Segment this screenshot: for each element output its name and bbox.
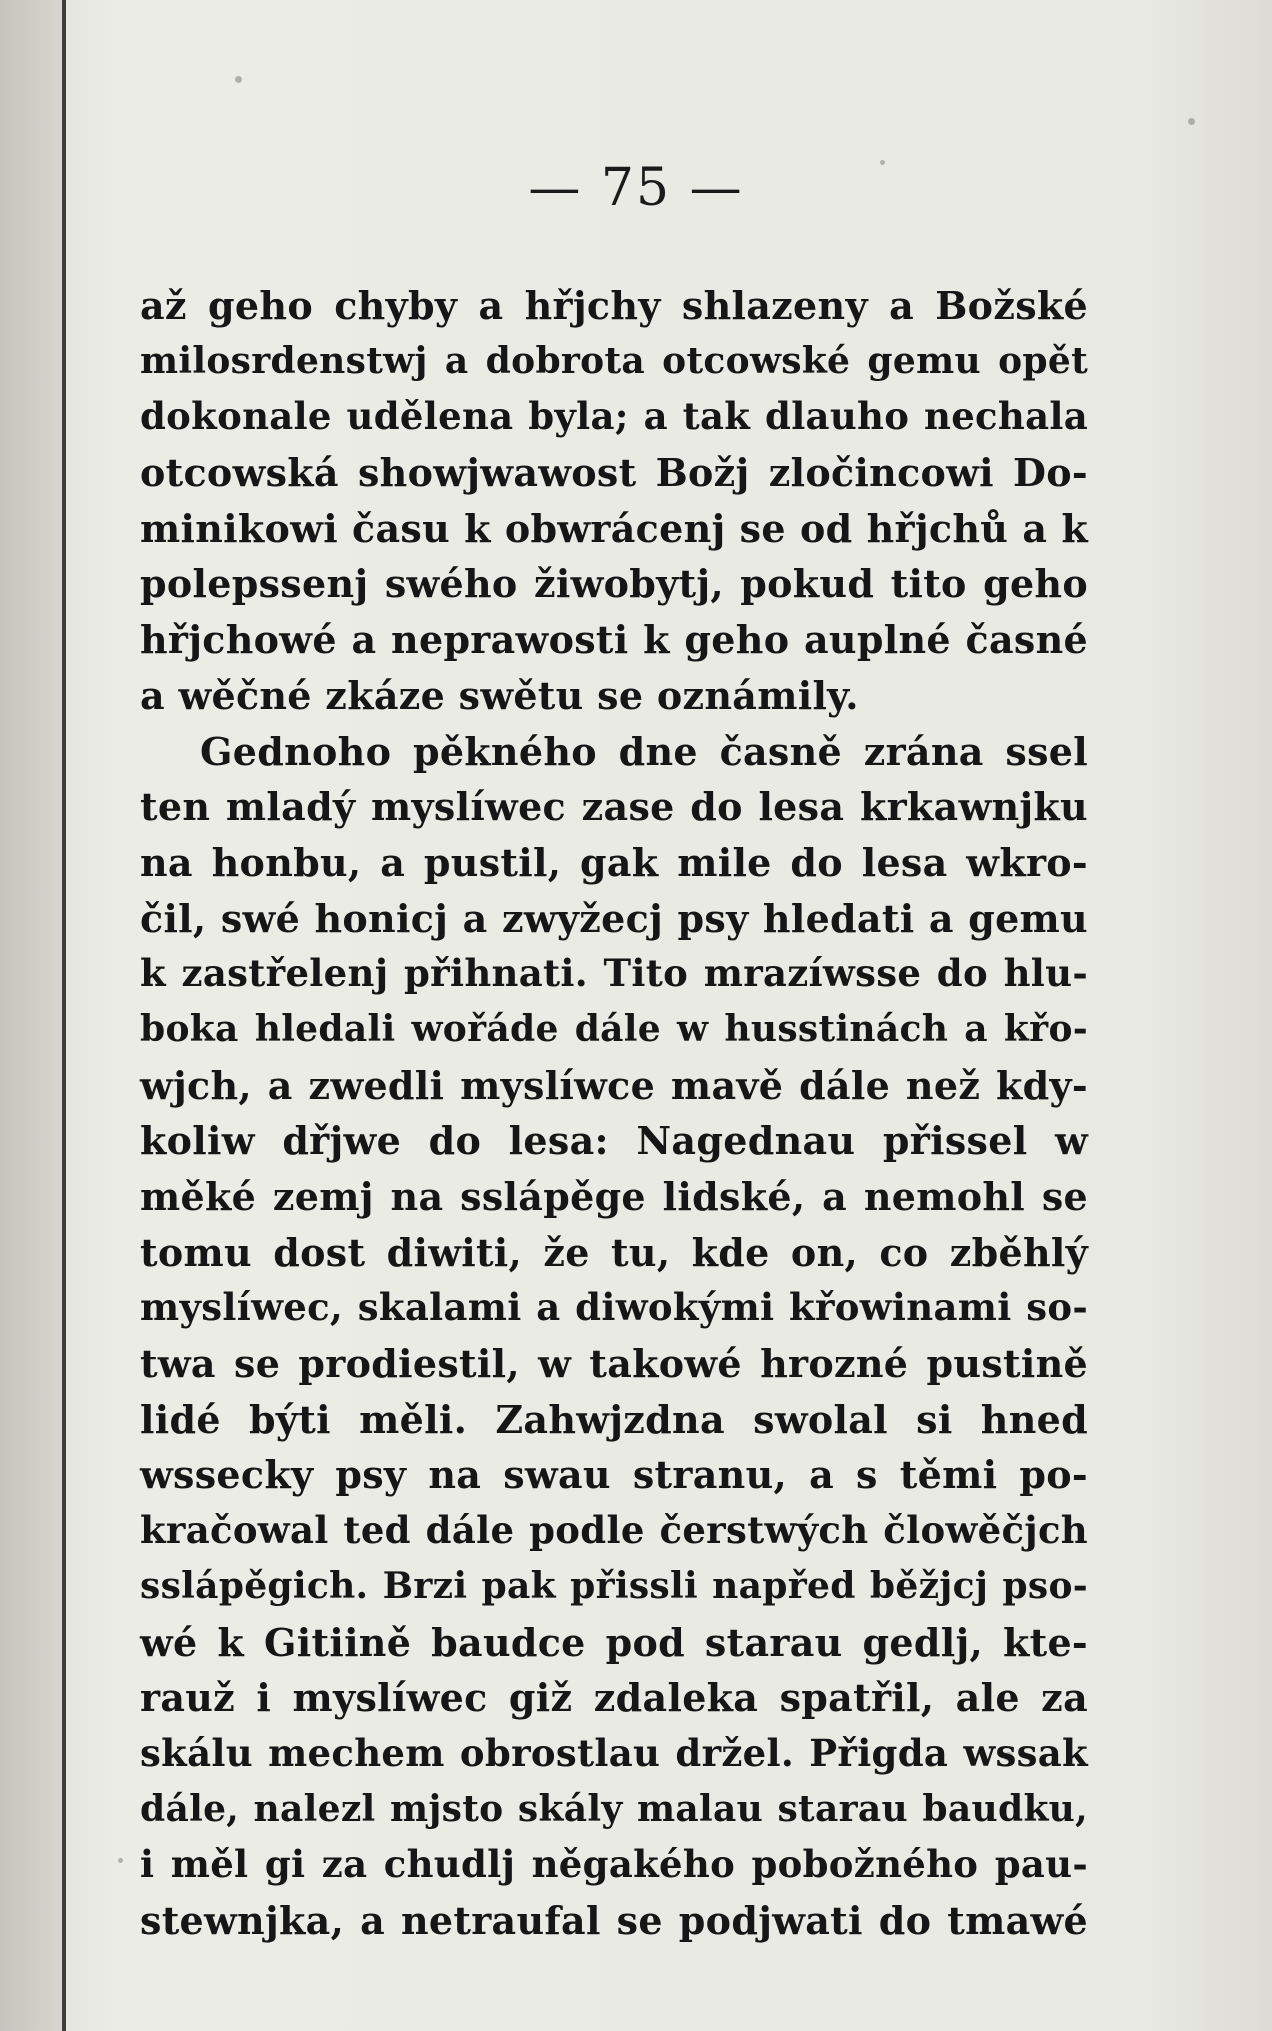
paper-speck bbox=[118, 1858, 123, 1863]
text-line: dále, nalezl mjsto skály malau starau baudku, bbox=[140, 1787, 1088, 1830]
page-number: — 75 — bbox=[528, 158, 744, 218]
text-line: sslápěgich. Brzi pak přissli napřed běžjcj pso- bbox=[140, 1564, 1088, 1607]
text-line: milosrdenstwj a dobrota otcowské gemu opět bbox=[140, 339, 1088, 382]
paper-speck bbox=[1188, 118, 1195, 125]
text-line: i měl gi za chudlj něgakého pobožného pau- bbox=[140, 1842, 1088, 1887]
text-line: stewnjka, a netraufal se podjwati do tmawé bbox=[140, 1897, 1088, 1943]
text-line: k zastřelenj přihnati. Tito mrazíwsse do hlu- bbox=[140, 951, 1088, 996]
text-line: lidé býti měli. Zahwjzdna swolal si hned bbox=[140, 1396, 1088, 1442]
text-line: tomu dost diwiti, že tu, kde on, co zběhlý bbox=[140, 1229, 1088, 1275]
text-line: na honbu, a pustil, gak mile do lesa wkro- bbox=[140, 839, 1088, 885]
text-line: polepssenj swého žiwobytj, pokud tito geho bbox=[140, 561, 1088, 607]
text-line: wssecky psy na swau stranu, a s těmi po- bbox=[140, 1452, 1088, 1498]
text-line: boka hledali wořáde dále w husstinách a křo- bbox=[140, 1007, 1088, 1050]
text-line: ten mladý myslíwec zase do lesa krkawnjku bbox=[140, 784, 1088, 830]
text-line: wjch, a zwedli myslíwce mavě dále než kdy- bbox=[140, 1062, 1088, 1108]
text-line: skálu mechem obrostlau držel. Přigda wssak bbox=[140, 1730, 1088, 1775]
text-line: až geho chyby a hřjchy shlazeny a Božské bbox=[140, 283, 1088, 328]
text-line: otcowská showjwawost Božj zločincowi Do- bbox=[140, 450, 1088, 496]
text-line: měké zemj na sslápěge lidské, a nemohl se bbox=[140, 1174, 1088, 1219]
text-line: minikowi času k obwrácenj se od hřjchů a k bbox=[140, 505, 1088, 551]
text-line: hřjchowé a neprawosti k geho auplné časné bbox=[140, 617, 1088, 663]
text-line: koliw dřjwe do lesa: Nagednau přissel w bbox=[140, 1118, 1088, 1164]
text-line: čil, swé honicj a zwyžecj psy hledati a gemu bbox=[140, 895, 1088, 941]
text-line: myslíwec, skalami a diwokými křowinami so- bbox=[140, 1285, 1088, 1330]
body-text bbox=[140, 278, 1088, 1949]
text-line: dokonale udělena byla; a tak dlauho nechala bbox=[140, 394, 1088, 439]
paper-speck bbox=[235, 76, 242, 83]
page-binding-edge bbox=[62, 0, 66, 2031]
text-line: kračowal ted dále podle čerstwých člowěčjch bbox=[140, 1508, 1088, 1553]
text-line: a wěčné zkáze swětu se oznámily. bbox=[140, 672, 859, 718]
text-line: Gednoho pěkného dne časně zrána ssel bbox=[200, 728, 1088, 774]
page-gutter-shadow bbox=[0, 0, 62, 2031]
text-line: rauž i myslíwec giž zdaleka spatřil, ale za bbox=[140, 1675, 1088, 1721]
text-line: wé k Gitiině baudce pod starau gedlj, kte- bbox=[140, 1619, 1088, 1665]
text-line: twa se prodiestil, w takowé hrozné pustině bbox=[140, 1341, 1088, 1387]
